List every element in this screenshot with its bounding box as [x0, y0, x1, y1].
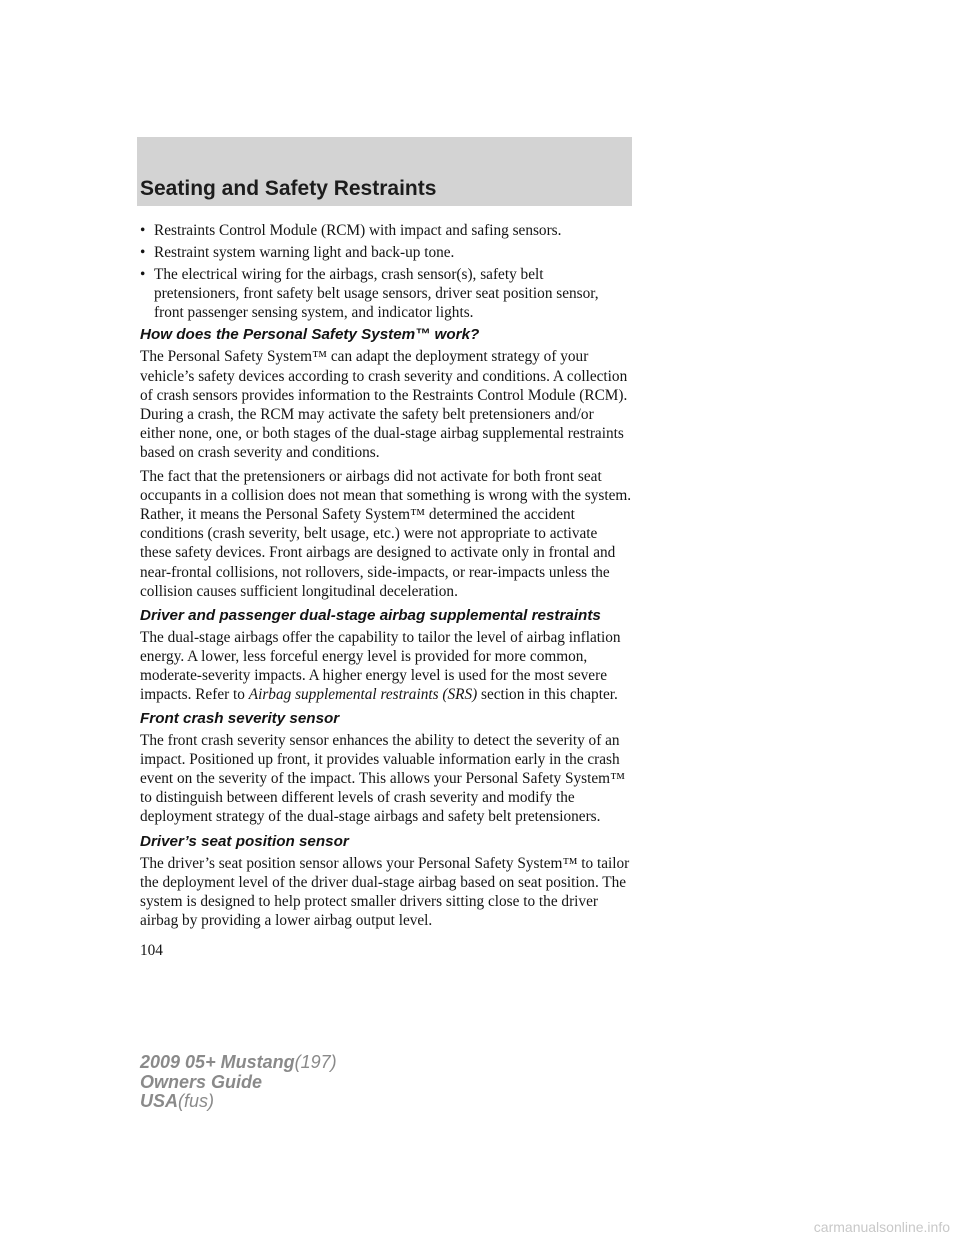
bullet-icon: • [140, 222, 146, 239]
bullet-icon: • [140, 244, 146, 262]
footer-market-code: (fus) [178, 1091, 215, 1111]
footer-line [140, 1073, 337, 1093]
subheading-front-crash-sensor: Front crash severity sensor [140, 710, 340, 728]
footer-market: USA [140, 1091, 179, 1111]
bullet-icon: • [140, 266, 146, 284]
paragraph [140, 628, 632, 704]
component-list [140, 221, 632, 322]
list-item [140, 265, 632, 322]
cross-reference: Airbag supplemental restraints (SRS) [248, 685, 478, 703]
paragraph-text: The dual-stage airbags offer the capability to tailor the level of airbag inflation energy. A lower, less forceful energy level is provided for more common, moderate-severity impacts. A higher energy level is used for the most severe impacts. Refer to [140, 628, 621, 703]
footer-code: (197) [294, 1052, 337, 1072]
paragraph-text: section in this chapter. [477, 685, 618, 703]
list-item-text: Restraint system warning light and back-up tone. [154, 244, 455, 262]
list-item [140, 221, 632, 240]
footer-guide: Owners Guide [140, 1071, 263, 1092]
paragraph: The driver’s seat position sensor allows your Personal Safety System™ to tailor the deployment level of the driver dual-stage airbag based on seat position. The system is designed to help protect smaller drivers sitting close to the driver airbag by providing a lower airbag output level. [140, 854, 630, 929]
subheading-dual-stage-airbags: Driver and passenger dual-stage airbag supplemental restraints [140, 606, 601, 624]
paragraph: The front crash severity sensor enhances the ability to detect the severity of an impact. Positioned up front, it provides valuable information early in the crash event on the severity of the impact. This allows your Personal Safety System™ to distinguish between different levels of crash severity and modify the deployment strategy of the dual-stage airbags and safety belt pretensioners. [140, 732, 625, 826]
list-item [140, 243, 632, 262]
section-title: Seating and Safety Restraints [140, 177, 437, 200]
page-number: 104 [140, 942, 163, 959]
paragraph: The Personal Safety System™ can adapt the deployment strategy of your vehicle’s safety devices according to crash severity and conditions. A collection of crash sensors provides information to the Restraints Control Module (RCM). During a crash, the RCM may activate the safety belt pretensioners and/or either none, one, or both stages of the dual-stage airbag supplemental restraints based on crash severity and conditions. [140, 348, 628, 461]
footer-line [140, 1092, 337, 1112]
footer-line [140, 1053, 337, 1073]
subheading-how-it-works: How does the Personal Safety System™ work? [140, 326, 480, 344]
paragraph: The fact that the pretensioners or airbags did not activate for both front seat occupants in a collision does not mean that something is wrong with the system. Rather, it means the Personal Safety System™ determined the accident conditions (crash severity, belt usage, etc.) were not appropriate to activate these safety devices. Front airbags are designed to activate only in frontal and near-frontal collisions, not rollovers, side-impacts, or rear-impacts unless the collision causes sufficient longitudinal deceleration. [140, 468, 632, 600]
page-content [140, 221, 632, 935]
subheading-seat-position-sensor: Driver’s seat position sensor [140, 832, 349, 850]
footer-model: 2009 05+ Mustang [140, 1052, 295, 1072]
list-item-text: Restraints Control Module (RCM) with impact and safing sensors. [154, 222, 562, 239]
watermark: carmanualsonline.info [813, 1219, 950, 1235]
document-footer [140, 1053, 337, 1112]
list-item-text: The electrical wiring for the airbags, crash sensor(s), safety belt pretensioners, front safety belt usage sensors, driver seat position sensor, front passenger sensing system, and indicator lights. [154, 266, 599, 322]
